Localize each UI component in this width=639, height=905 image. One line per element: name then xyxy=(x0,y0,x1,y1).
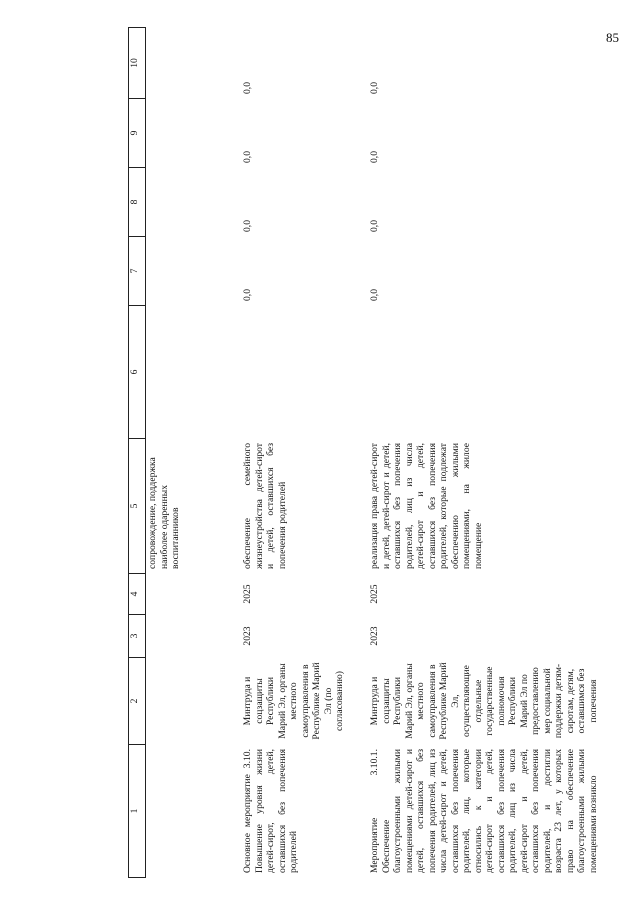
cell-start-year: 2023 xyxy=(242,626,253,646)
cell-measure-name: Основное мероприятие 3.10. Повышение уровня жизни детей-сирот, детей, оставшихся без попечения родителей xyxy=(242,749,299,873)
cell-col-8: 0,0 xyxy=(242,220,253,232)
cell-col-7: 0,0 xyxy=(369,289,380,301)
cell-col-8 xyxy=(146,168,235,237)
cell-col-7: 0,0 xyxy=(242,289,253,301)
cell-col-7 xyxy=(146,237,235,306)
cell-expected-result: сопровождение, поддержка наиболее одаренных воспитанников xyxy=(147,457,181,569)
cell-col-9: 0,0 xyxy=(369,151,380,163)
cell-col-10: 0,0 xyxy=(369,82,380,94)
cell-start-year xyxy=(146,615,235,658)
col-header-5: 5 xyxy=(129,439,146,574)
col-header-4: 4 xyxy=(129,574,146,615)
program-table xyxy=(128,27,639,878)
cell-end-year: 2025 xyxy=(369,584,380,604)
cell-end-year: 2025 xyxy=(242,584,253,604)
cell-responsible: Минтруда и соцзащиты Республики Марий Эл, органы местного самоуправления в Республике Марий Эл (по согласованию) xyxy=(242,662,345,740)
cell-col-9 xyxy=(146,99,235,168)
col-header-3: 3 xyxy=(129,615,146,658)
cell-col-6 xyxy=(234,306,361,439)
cell-measure-name: Мероприятие 3.10.1. Обеспечение благоустроенными жилыми помещениями детей-сирот и детей, оставшихся без попечения родителей, лиц из числа детей-сирот и детей, оставшихся без попечения родителей, лиц, которые относились к категории детей-сирот и детей, оставшихся без попечения родителей, лиц из числа детей-сирот и детей, оставшихся без попечения родителей, и достигли возраста 23 лет, у которых право на обеспечение благоустроенными жилыми помещениями возникло xyxy=(369,749,599,873)
cell-expected-result: реализация права детей-сирот и детей, детей-сирот и детей, оставшихся без попечения родителей, лиц из числа детей-сирот и детей, оставшихся без попечения родителей, которые подлежат обеспечению жилыми помещениями, на жилое помещение xyxy=(369,443,484,569)
table-row-continuation xyxy=(146,28,235,878)
col-header-10: 10 xyxy=(129,28,146,99)
cell-start-year: 2023 xyxy=(369,626,380,646)
col-header-6: 6 xyxy=(129,306,146,439)
table-row-measure-3-10-1 xyxy=(361,28,639,878)
cell-expected-result: обеспечение семейного жизнеустройства детей-сирот и детей, оставшихся без попечения родителей xyxy=(242,443,288,569)
col-header-7: 7 xyxy=(129,237,146,306)
col-header-8: 8 xyxy=(129,168,146,237)
col-header-1: 1 xyxy=(129,745,146,878)
cell-measure-name xyxy=(146,745,235,878)
cell-col-6 xyxy=(146,306,235,439)
cell-end-year xyxy=(146,574,235,615)
cell-col-6 xyxy=(361,306,639,439)
cell-col-8: 0,0 xyxy=(369,220,380,232)
table-row-main-measure-3-10 xyxy=(234,28,361,878)
col-header-2: 2 xyxy=(129,658,146,745)
column-number-header-row xyxy=(129,28,146,878)
cell-col-10 xyxy=(146,28,235,99)
col-header-9: 9 xyxy=(129,99,146,168)
cell-responsible: Минтруда и соцзащиты Республики Марий Эл, органы местного самоуправления в Республике Марий Эл, осуществляющие отдельные государственные полномочия Республики Марий Эл по предоставлению мер социальной поддержки детям-сиротам, детям, оставшимся без попечения xyxy=(369,662,599,740)
page-number: 85 xyxy=(606,30,619,45)
cell-col-10: 0,0 xyxy=(242,82,253,94)
rotated-table-container xyxy=(128,38,638,878)
cell-responsible xyxy=(146,658,235,745)
cell-col-9: 0,0 xyxy=(242,151,253,163)
